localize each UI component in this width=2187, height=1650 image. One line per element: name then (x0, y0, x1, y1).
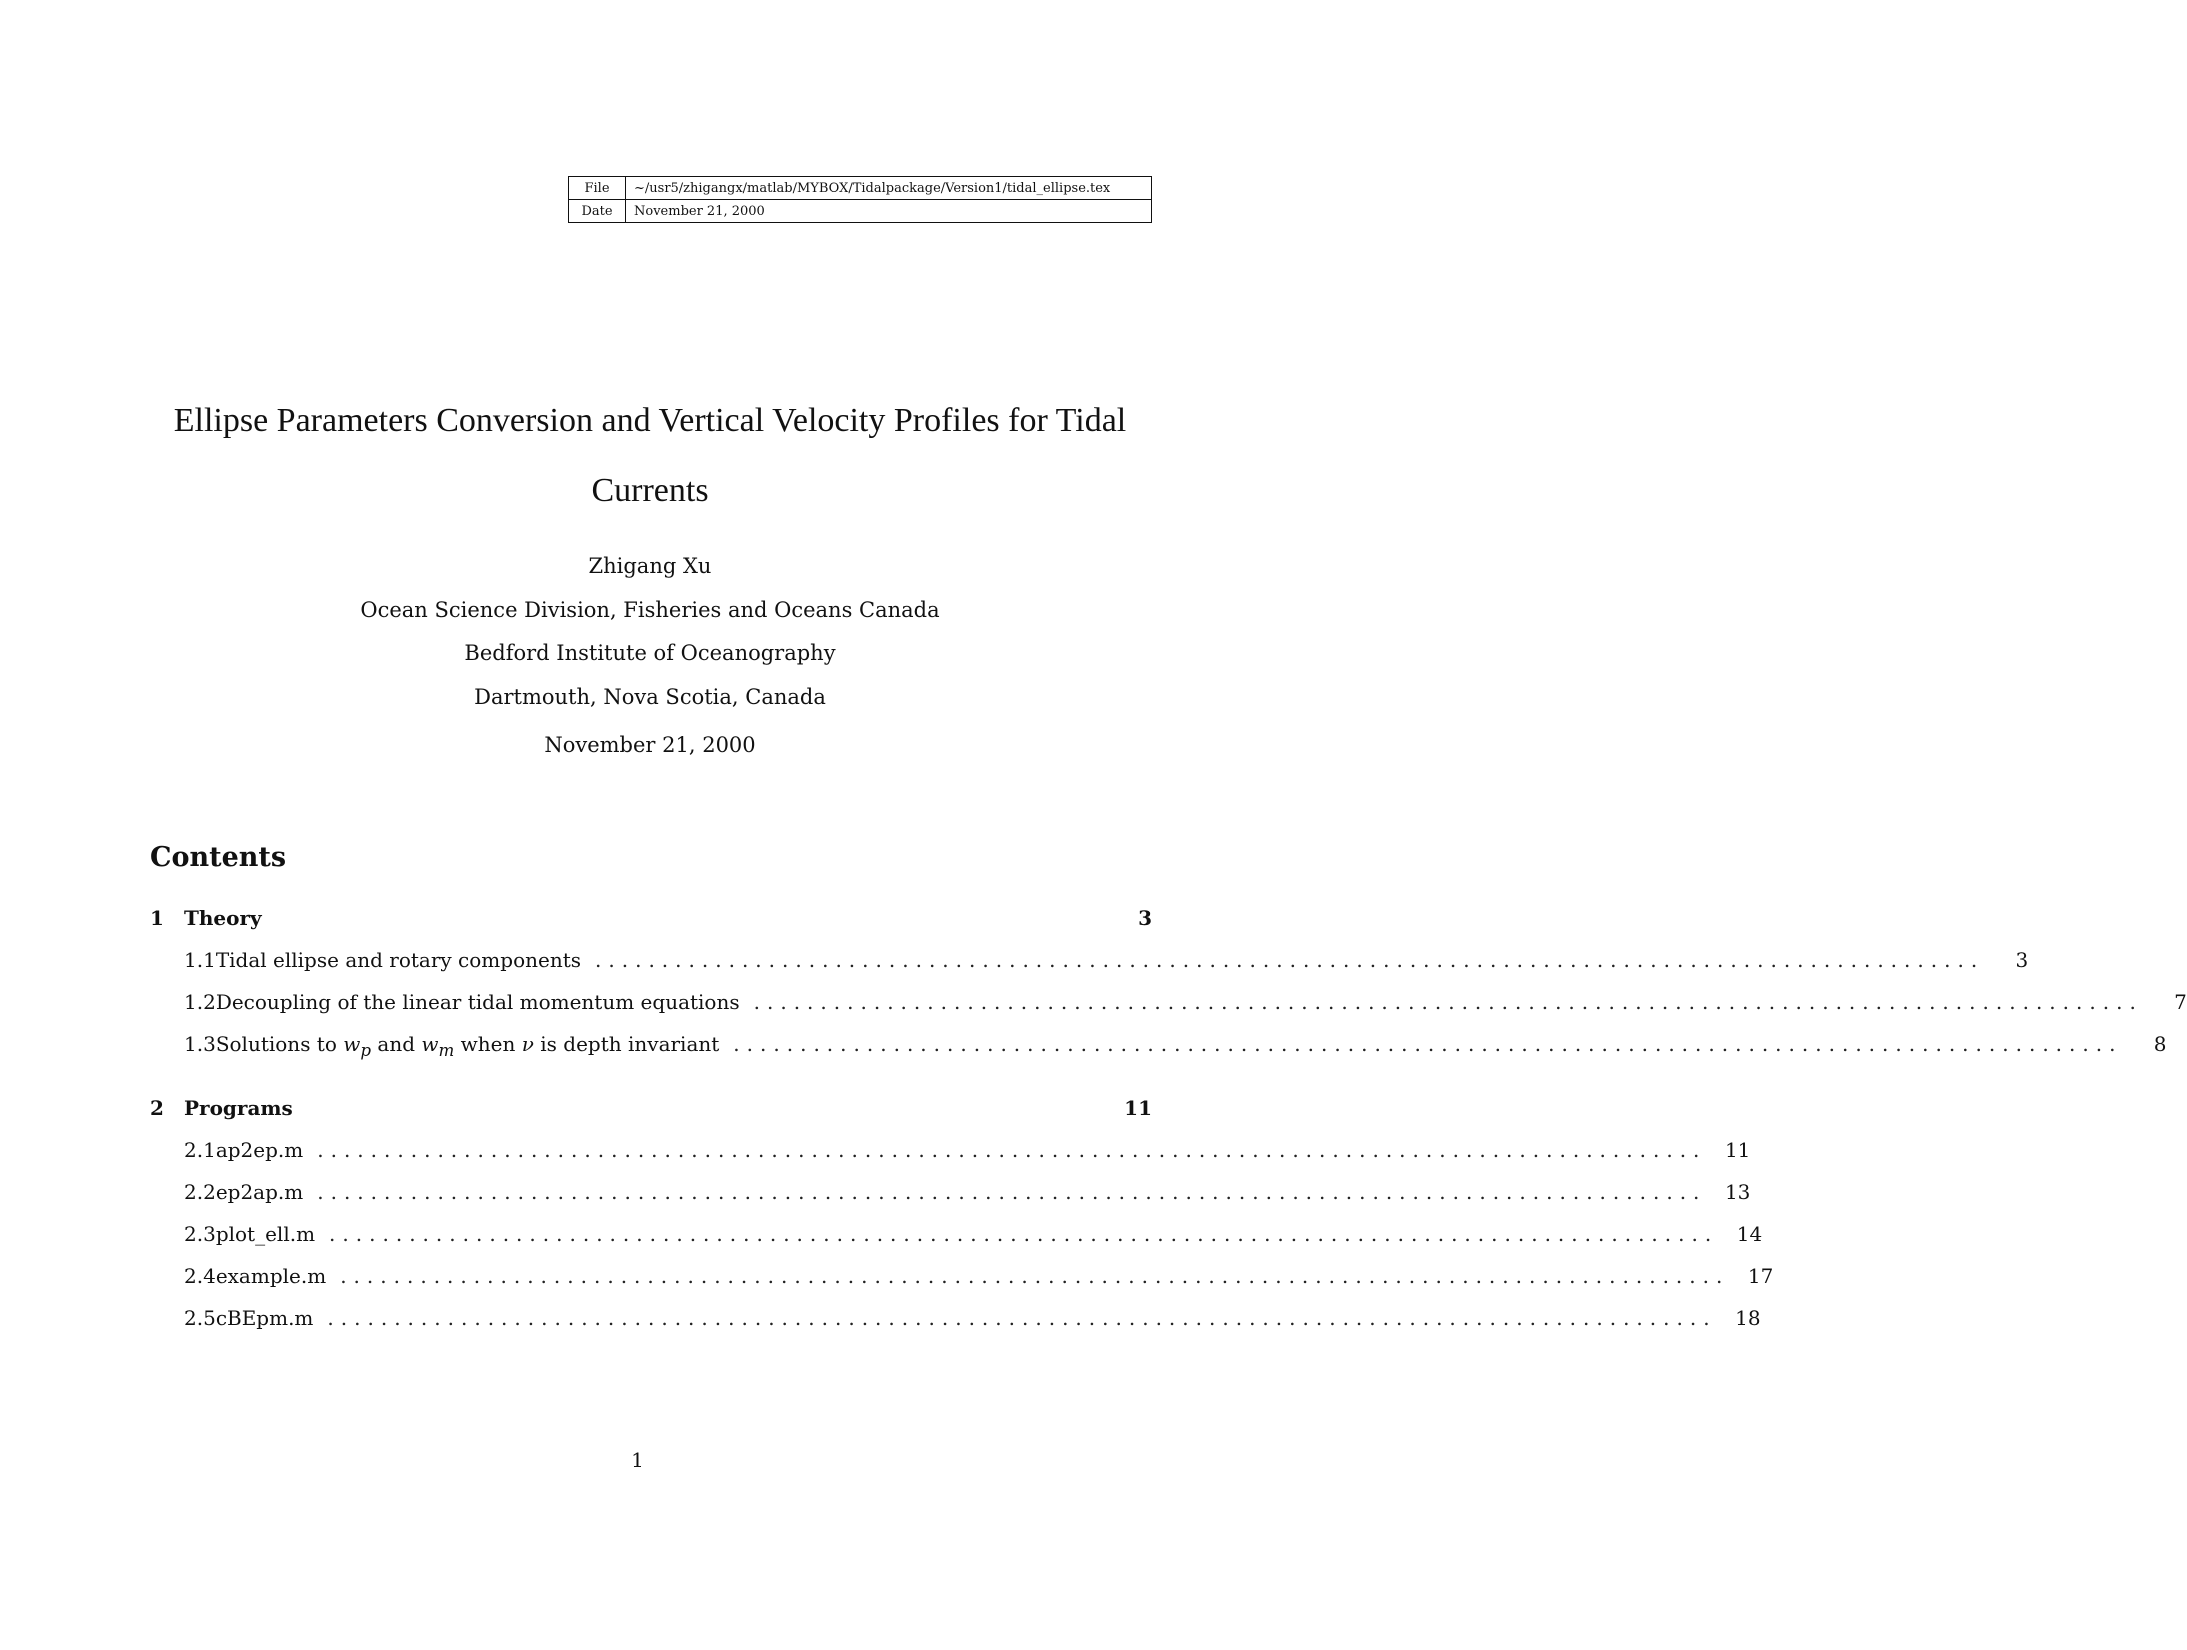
toc-subsection-page: 17 (1747, 1264, 1774, 1288)
author-name: Zhigang Xu (588, 554, 712, 578)
toc-subsection-2-4[interactable] (150, 1264, 1774, 1306)
toc-subsection-page: 18 (1735, 1306, 1761, 1330)
toc-leader-dots: ........................................................................................................ (329, 1222, 1719, 1246)
toc-subsection-number: 2.3 (184, 1222, 216, 1246)
title-text-when: when (454, 1032, 522, 1056)
toc-subsection-title: example.m (215, 1264, 327, 1288)
toc-section-gap (150, 1074, 1152, 1096)
math-w: w (421, 1032, 439, 1056)
page-number: 1 (631, 1448, 644, 1472)
toc-section-theory[interactable] (150, 906, 1152, 948)
toc-leader-dots: ........................................................................................................ (733, 1032, 2123, 1056)
toc-section-number: 2 (150, 1096, 164, 1120)
file-path: ~/usr5/zhigangx/matlab/MYBOX/Tidalpackage/Version1/tidal_ellipse.tex (626, 177, 1152, 200)
math-nu: ν (521, 1032, 534, 1056)
toc-section-programs[interactable] (150, 1096, 1152, 1138)
toc-leader-dots: ........................................................................................................ (595, 948, 1985, 972)
affiliation-location: Dartmouth, Nova Scotia, Canada (474, 684, 826, 709)
title-text-a: Solutions to (215, 1032, 344, 1056)
toc-subsection-page: 14 (1736, 1222, 1763, 1246)
date-value: November 21, 2000 (626, 200, 1152, 223)
toc-subsection-number: 2.1 (184, 1138, 216, 1162)
toc-section-page: 11 (1124, 1096, 1152, 1120)
toc-section-title: Programs (184, 1096, 293, 1120)
toc-subsection-number: 2.2 (184, 1180, 216, 1204)
toc-section-number: 1 (150, 906, 164, 930)
file-label: File (569, 177, 626, 200)
toc-subsection-2-1[interactable] (150, 1138, 1751, 1180)
toc-subsection-page: 13 (1724, 1180, 1751, 1204)
toc-subsection-title: Decoupling of the linear tidal momentum equations (215, 990, 740, 1014)
title-line-2: Currents (591, 472, 709, 509)
toc-leader-dots: ........................................................................................................ (317, 1180, 1707, 1204)
toc-subsection-number: 1.1 (184, 948, 216, 972)
toc-subsection-number: 2.4 (184, 1264, 216, 1288)
toc-subsection-title (216, 1032, 733, 1060)
contents-heading: Contents (150, 842, 287, 873)
toc-subsection-title: Tidal ellipse and rotary components (215, 948, 582, 972)
toc-leader-dots: ........................................................................................................ (317, 1138, 1707, 1162)
table-of-contents (150, 906, 2187, 1348)
math-subscript-p: p (360, 1041, 372, 1060)
toc-subsection-page: 11 (1724, 1138, 1751, 1162)
toc-section-page: 3 (1138, 906, 1152, 930)
toc-subsection-1-2[interactable] (150, 990, 2187, 1032)
math-subscript-m: m (438, 1041, 455, 1060)
toc-subsection-title: cBEpm.m (215, 1306, 314, 1330)
toc-leader-dots: ........................................................................................................ (327, 1306, 1717, 1330)
toc-subsection-1-1[interactable] (150, 948, 2029, 990)
toc-subsection-number: 1.3 (184, 1032, 216, 1056)
date-label: Date (569, 200, 626, 223)
toc-subsection-page: 3 (2015, 948, 2029, 972)
paper-title (140, 386, 1160, 526)
toc-section-title: Theory (184, 906, 262, 930)
toc-leader-dots: ........................................................................................................ (753, 990, 2143, 1014)
toc-leader-dots: ........................................................................................................ (340, 1264, 1730, 1288)
toc-subsection-number: 2.5 (184, 1306, 216, 1330)
math-w: w (343, 1032, 361, 1056)
toc-subsection-2-5[interactable] (150, 1306, 1761, 1348)
title-line-1: Ellipse Parameters Conversion and Vertical Velocity Profiles for Tidal (173, 402, 1127, 439)
file-date-table (568, 176, 1152, 223)
toc-subsection-title: ep2ap.m (215, 1180, 304, 1204)
toc-subsection-1-3[interactable] (150, 1032, 2167, 1074)
toc-subsection-2-2[interactable] (150, 1180, 1751, 1222)
affiliation-division: Ocean Science Division, Fisheries and Oceans Canada (360, 597, 940, 622)
author-block (150, 545, 1150, 719)
affiliation-institute: Bedford Institute of Oceanography (464, 641, 836, 665)
toc-subsection-title: ap2ep.m (215, 1138, 304, 1162)
toc-subsection-page: 7 (2174, 990, 2187, 1014)
title-text-b: is depth invariant (533, 1032, 720, 1056)
toc-subsection-number: 1.2 (184, 990, 216, 1014)
paper-date: November 21, 2000 (544, 733, 756, 757)
title-text-and: and (371, 1032, 422, 1056)
toc-subsection-title: plot_ell.m (215, 1222, 316, 1246)
toc-subsection-2-3[interactable] (150, 1222, 1763, 1264)
toc-subsection-page: 8 (2153, 1032, 2167, 1056)
